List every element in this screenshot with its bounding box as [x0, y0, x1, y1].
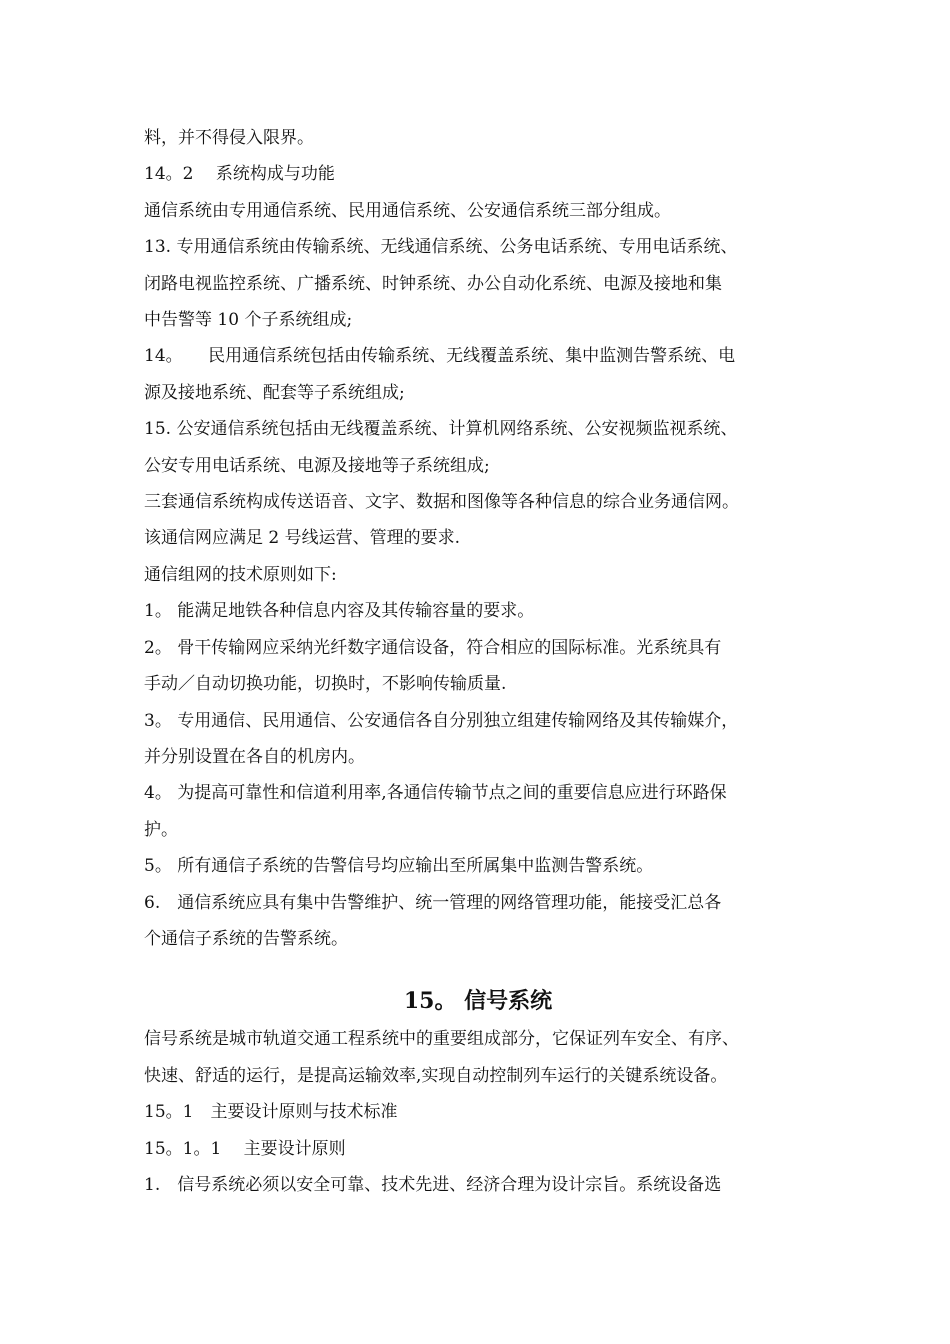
text-line: 源及接地系统、配套等子系统组成;	[144, 382, 405, 403]
text-line: 该通信网应满足 2 号线运营、管理的要求.	[144, 528, 461, 549]
text-line: 中告警等 10 个子系统组成;	[144, 310, 353, 331]
list-item: 4。 为提高可靠性和信道利用率,各通信传输节点之间的重要信息应进行环路保	[144, 783, 727, 804]
text-line: 快速、舒适的运行，是提高运输效率,实现自动控制列车运行的关键系统设备。	[144, 1065, 728, 1086]
text-line: 信号系统是城市轨道交通工程系统中的重要组成部分，它保证列车安全、有序、	[144, 1029, 739, 1050]
list-item: 3。 专用通信、民用通信、公安通信各自分别独立组建传输网络及其传输媒介，	[144, 710, 739, 731]
section-15-text	[144, 1021, 824, 1203]
text-line: 个通信子系统的告警系统。	[144, 928, 348, 949]
list-item: 2。 骨干传输网应采纳光纤数字通信设备，符合相应的国际标准。光系统具有	[144, 637, 722, 658]
list-item: 14。 民用通信系统包括由传输系统、无线覆盖系统、集中监测告警系统、电	[144, 346, 736, 367]
text-line: 公安专用电话系统、电源及接地等子系统组成;	[144, 455, 490, 476]
text-line: 通信系统由专用通信系统、民用通信系统、公安通信系统三部分组成。	[144, 200, 671, 221]
list-item: 1。 能满足地铁各种信息内容及其传输容量的要求。	[144, 601, 535, 622]
list-item: 13. 专用通信系统由传输系统、无线通信系统、公务电话系统、专用电话系统、	[144, 237, 738, 258]
document-body	[144, 120, 824, 1203]
text-line: 三套通信系统构成传送语音、文字、数据和图像等各种信息的综合业务通信网。	[144, 492, 739, 513]
section-14-text	[144, 120, 824, 957]
text-line: 料，并不得侵入限界。	[144, 128, 314, 148]
list-item: 6. 通信系统应具有集中告警维护、统一管理的网络管理功能，能接受汇总各	[144, 892, 722, 913]
text-line: 闭路电视监控系统、广播系统、时钟系统、办公自动化系统、电源及接地和集	[144, 273, 722, 294]
section-15-heading: 15。 信号系统	[403, 988, 553, 1015]
text-line: 通信组网的技术原则如下:	[144, 564, 337, 585]
list-item: 5。 所有通信子系统的告警信号均应输出至所属集中监测告警系统。	[144, 856, 654, 877]
list-item: 1. 信号系统必须以安全可靠、技术先进、经济合理为设计宗旨。系统设备选	[144, 1174, 722, 1195]
subsection-title: 15。1 主要设计原则与技术标准	[144, 1102, 398, 1123]
subsection-title: 15。1。1 主要设计原则	[144, 1138, 346, 1159]
subsection-title: 14。2 系统构成与功能	[144, 164, 335, 185]
text-line: 手动／自动切换功能，切换时，不影响传输质量.	[144, 674, 507, 695]
list-item: 15. 公安通信系统包括由无线覆盖系统、计算机网络系统、公安视频监视系统、	[144, 419, 738, 440]
text-line: 护。	[144, 819, 178, 840]
text-line: 并分别设置在各自的机房内。	[144, 746, 365, 767]
